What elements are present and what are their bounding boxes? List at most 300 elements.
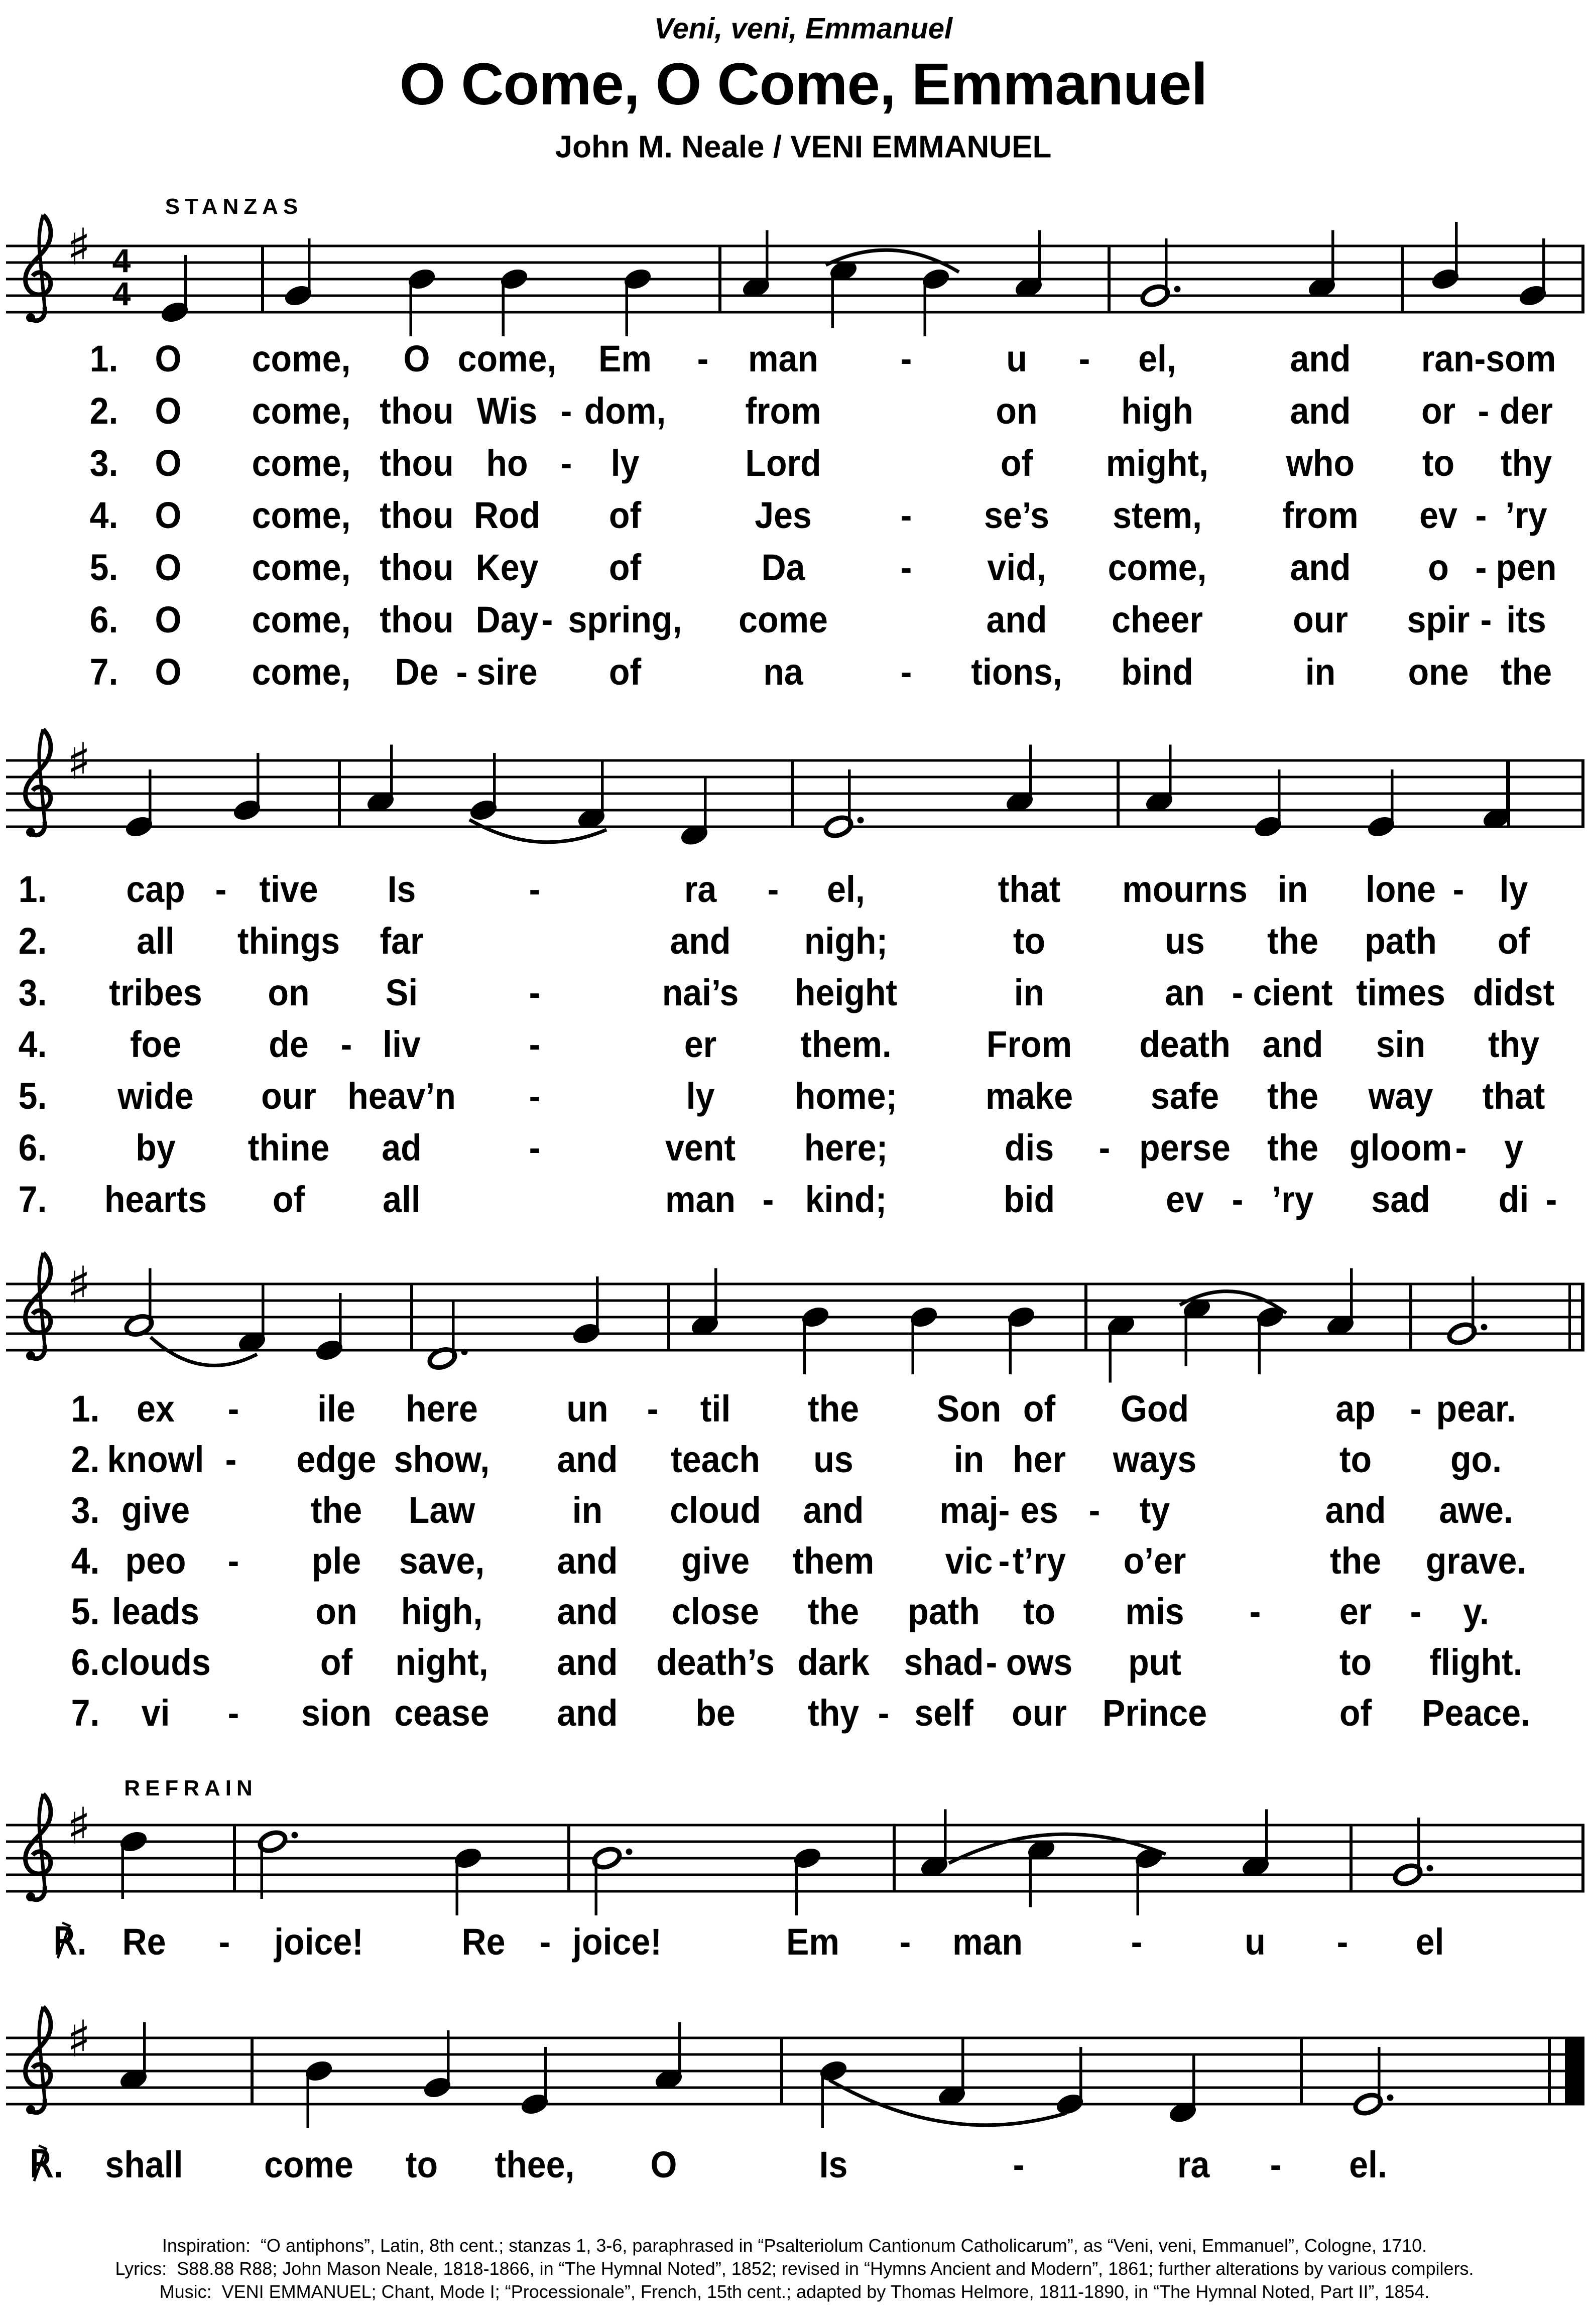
lyric-token: safe [1150, 1075, 1219, 1117]
lyric-token: er [684, 1023, 717, 1066]
lyric-token: ways [1113, 1439, 1197, 1481]
notehead [921, 267, 951, 291]
notehead [1253, 814, 1283, 839]
lyric-token: 3. [89, 442, 118, 484]
notehead [520, 2092, 550, 2116]
lyric-hyphen: - [539, 1921, 551, 1963]
notehead [1482, 806, 1512, 831]
stem [502, 280, 505, 336]
lyric-token: in [1305, 651, 1336, 693]
stem [1331, 230, 1334, 287]
lyric-token: man [665, 1179, 736, 1221]
stanzas-staff-2 [0, 670, 1589, 891]
quarter-note [283, 238, 313, 308]
lyric-token: ap [1335, 1388, 1376, 1430]
stem [1472, 1276, 1475, 1333]
stem [456, 1859, 459, 1915]
lyric-token: thy [807, 1692, 860, 1734]
notehead [592, 1846, 622, 1870]
lyric-token: of [1000, 442, 1033, 484]
treble-clef-icon [26, 1253, 51, 1360]
stem [308, 238, 311, 295]
stem [1417, 1818, 1420, 1874]
stem [390, 745, 393, 801]
lyric-token: Prince [1102, 1692, 1207, 1734]
quarter-note [921, 267, 951, 336]
stem [714, 1268, 717, 1325]
lyric-token: in [572, 1489, 603, 1531]
lyric-hyphen: - [227, 1388, 239, 1430]
notehead [576, 806, 606, 831]
notehead [1005, 790, 1035, 814]
lyric-token: tribes [109, 972, 202, 1014]
stanzas-staff-3 [0, 1194, 1589, 1414]
stem [1455, 222, 1458, 278]
barline [893, 1825, 896, 1891]
lyric-token: the [1267, 1075, 1319, 1117]
lyric-token: give [121, 1489, 190, 1531]
lyric-hyphen: - [697, 338, 709, 380]
lyric-token: and [986, 599, 1047, 641]
lyric-token: o [1428, 547, 1449, 589]
lyric-token: things [237, 920, 340, 962]
lyric-hyphen: - [899, 1921, 911, 1963]
barline [1350, 1825, 1353, 1891]
stem [912, 1318, 915, 1374]
lyric-token: come, [252, 494, 351, 537]
treble-clef-icon [26, 729, 51, 837]
lyric-token: path [1365, 920, 1437, 962]
quarter-note [576, 761, 606, 831]
lyric-token: vi [141, 1692, 170, 1734]
final-barline-thick [1565, 2038, 1584, 2104]
lyric-token: and [557, 1641, 618, 1684]
stem [1165, 238, 1168, 295]
lyric-token: and [557, 1439, 618, 1481]
notehead [792, 1846, 822, 1870]
notehead [232, 798, 262, 822]
lyric-token: 7. [18, 1179, 47, 1221]
lyric-token: Wis [476, 390, 538, 432]
quarter-note [1518, 238, 1548, 308]
lyric-token: ly [686, 1075, 715, 1117]
notehead [258, 1829, 288, 1854]
lyric-token: 6. [89, 599, 118, 641]
lyric-token: de [269, 1023, 309, 1066]
lyric-hyphen: - [227, 1540, 239, 1582]
lyric-token: tions, [971, 651, 1062, 693]
lyric-token: Is [819, 2144, 848, 2186]
stem [184, 255, 187, 311]
lyric-hyphen: - [1078, 338, 1090, 380]
lyric-token: ’ry [1272, 1179, 1314, 1221]
lyric-hyphen: - [1480, 599, 1492, 641]
lyric-token: who [1286, 442, 1355, 484]
lyric-token: sion [301, 1692, 372, 1734]
notehead [1106, 1313, 1136, 1338]
time-signature-numeral: 4 [112, 275, 131, 312]
notehead [427, 1346, 457, 1371]
lyric-token: come, [457, 338, 557, 380]
lyric-token: of [1339, 1692, 1372, 1734]
stem [1169, 745, 1172, 801]
stem [149, 1268, 152, 1325]
lyric-hyphen: - [647, 1388, 659, 1430]
barline [233, 1825, 236, 1891]
notehead [365, 790, 396, 814]
notehead [1325, 1313, 1356, 1338]
barline [718, 246, 721, 312]
lyric-token: ex [137, 1388, 175, 1430]
lyric-token: bid [1003, 1179, 1055, 1221]
lyric-hyphen: - [529, 1127, 541, 1169]
lyric-token: O [155, 599, 182, 641]
barline [1117, 760, 1120, 827]
lyric-hyphen: - [1545, 1179, 1557, 1221]
lyric-token: or [1421, 390, 1456, 432]
lyric-token: Is [387, 868, 416, 911]
notehead [654, 2067, 684, 2092]
lyric-token: to [1422, 442, 1455, 484]
lyric-token: cloud [670, 1489, 761, 1531]
stem [1378, 2047, 1381, 2103]
lyric-token: pen [1496, 547, 1557, 589]
lyric-token: come, [252, 390, 351, 432]
notehead [283, 283, 313, 308]
notehead [1140, 283, 1170, 308]
notehead [314, 1338, 344, 1362]
lyric-token: on [268, 972, 310, 1014]
stem [766, 230, 769, 287]
lyric-token: 2. [89, 390, 118, 432]
lyric-token: our [1293, 599, 1348, 641]
final-barline-thin [1548, 2038, 1551, 2104]
quarter-note [118, 2022, 149, 2092]
footer-music-line: Music: VENI EMMANUEL; Chant, Mode I; “Processionale”, French, 15th cent.; adapted by Thomas Helmore, 1811-1890, in “The Hymnal Noted, Part II”, 1854. [159, 2281, 1430, 2302]
lyric-token: clouds [100, 1641, 211, 1684]
stem [447, 2030, 450, 2087]
lyric-token: the [1267, 1127, 1319, 1169]
quarter-note [909, 1305, 939, 1374]
lyric-token: us [813, 1439, 853, 1481]
lyric-token: of [608, 651, 642, 693]
slur [949, 1834, 1166, 1863]
quarter-note [118, 1829, 149, 1899]
barline [261, 246, 264, 312]
quarter-note [314, 1293, 344, 1363]
quarter-note [1006, 1305, 1036, 1374]
key-signature-sharp-icon: ♯ [66, 217, 91, 277]
lyric-token: to [405, 2144, 438, 2186]
stanzas-section-label: STANZAS [165, 194, 303, 219]
lyric-token: liv [383, 1023, 421, 1066]
lyric-hyphen: - [560, 442, 572, 484]
lyric-token: el, [827, 868, 865, 911]
lyric-token: of [608, 494, 642, 537]
lyric-hyphen: - [1088, 1489, 1101, 1531]
lyric-token: show, [394, 1439, 490, 1481]
quarter-note [520, 2047, 550, 2117]
lyric-token: perse [1139, 1127, 1231, 1169]
lyric-token: Law [408, 1489, 475, 1531]
lyric-token: joice! [274, 1921, 363, 1963]
slur [151, 1337, 257, 1365]
lyric-hyphen: - [767, 868, 779, 911]
augmentation-dot [292, 1832, 298, 1839]
lyric-token: Re [461, 1921, 506, 1963]
stem [821, 2072, 824, 2128]
barline [410, 1284, 413, 1350]
lyric-token: lone [1366, 868, 1436, 911]
lyric-token: the [807, 1591, 860, 1633]
lyric-token: spring, [568, 599, 682, 641]
lyric-token: peo [125, 1540, 186, 1582]
lyric-token: ran-som [1421, 338, 1556, 380]
lyric-token: ra [684, 868, 717, 911]
quarter-note [1005, 745, 1035, 815]
quarter-note [407, 267, 437, 336]
lyric-token: come [264, 2144, 353, 2186]
slur [826, 250, 959, 272]
lyric-token: cient [1253, 972, 1333, 1014]
lyric-token: and [1290, 390, 1351, 432]
notehead [304, 2058, 334, 2083]
lyric-token: y. [1463, 1591, 1489, 1633]
barline [1108, 246, 1111, 312]
lyric-token: O [155, 442, 182, 484]
lyric-token: and [803, 1489, 864, 1531]
lyric-token: and [1325, 1489, 1386, 1531]
quarter-note [937, 2039, 967, 2109]
lyric-token: dark [797, 1641, 870, 1684]
quarter-note [623, 267, 653, 336]
lyric-token: the [310, 1489, 362, 1531]
half-note [427, 1302, 468, 1371]
lyric-token: 2. [71, 1439, 100, 1481]
notehead [468, 798, 499, 822]
lyric-token: self [914, 1692, 973, 1734]
augmentation-dot [1427, 1865, 1433, 1872]
quarter-note [1106, 1313, 1136, 1383]
end-barline [1581, 1825, 1584, 1891]
slur [469, 820, 606, 842]
lyric-token: u [1245, 1921, 1266, 1963]
lyric-token: to [1013, 920, 1046, 962]
lyric-hyphen: - [1475, 494, 1487, 537]
lyric-hyphen: - [998, 1540, 1010, 1582]
stem [121, 1843, 125, 1899]
footer-inspiration-line: Inspiration: “O antiphons”, Latin, 8th cent.; stanzas 1, 3-6, paraphrased in “Psalteriolum Cantionum Catholicarum”, as “Veni, veni, Emmanuel”, Cologne, 1710. [162, 2235, 1427, 2256]
quarter-note [1325, 1268, 1356, 1338]
lyric-token: O [155, 547, 182, 589]
lyric-token: thou [380, 390, 454, 432]
lyric-token: cheer [1112, 599, 1203, 641]
page-title: O Come, O Come, Emmanuel [399, 51, 1207, 117]
stem [149, 769, 152, 826]
lyric-token: them [792, 1540, 875, 1582]
lyric-token: kind; [805, 1179, 887, 1221]
notehead [1447, 1321, 1477, 1346]
lyric-token: the [807, 1388, 860, 1430]
slur [829, 2080, 1066, 2125]
lyric-token: far [380, 920, 424, 962]
quarter-note [1366, 769, 1396, 839]
half-note [124, 1268, 154, 1338]
lyric-hyphen: - [529, 1075, 541, 1117]
lyric-token: di [1498, 1179, 1529, 1221]
stem [262, 1285, 265, 1341]
lyric-token: thy [1500, 442, 1552, 484]
lyric-token: gloom [1349, 1127, 1452, 1169]
lyric-token: here; [804, 1127, 888, 1169]
stem [410, 280, 413, 336]
lyric-token: the [1329, 1540, 1382, 1582]
lyric-token: heav’n [347, 1075, 456, 1117]
notehead [571, 1321, 601, 1346]
double-barline [1568, 1284, 1571, 1350]
stem [1029, 745, 1032, 801]
notehead [160, 300, 190, 324]
quarter-note [571, 1276, 601, 1346]
lyric-token: leads [111, 1591, 200, 1633]
lyric-token: nai’s [662, 972, 739, 1014]
lyric-token: O [155, 494, 182, 537]
stem [1185, 1310, 1188, 1366]
quarter-note [365, 745, 396, 815]
quarter-note [1055, 2047, 1085, 2117]
lyric-token: t’ry [1013, 1540, 1066, 1582]
lyric-token: Son [936, 1388, 1002, 1430]
barline [1084, 1284, 1087, 1350]
quarter-note [1255, 1305, 1285, 1374]
notehead [1430, 267, 1460, 291]
stem [626, 280, 629, 336]
lyric-token: til [700, 1388, 731, 1430]
lyric-token: that [998, 868, 1061, 911]
lyric-token: and [557, 1540, 618, 1582]
quarter-note [422, 2030, 452, 2100]
lyric-token: vent [665, 1127, 736, 1169]
notehead [1006, 1305, 1036, 1329]
lyric-token: and [1290, 547, 1351, 589]
stem [1029, 1851, 1032, 1907]
stem [1542, 238, 1545, 295]
lyric-token: 2. [18, 920, 47, 962]
quarter-note [1430, 222, 1460, 292]
quarter-note [1144, 745, 1174, 815]
lyric-hyphen: - [1475, 547, 1487, 589]
lyric-token: by [136, 1127, 176, 1169]
lyric-token: 1. [18, 868, 47, 911]
lyric-token: 6. [18, 1127, 47, 1169]
lyric-token: home; [794, 1075, 898, 1117]
lyric-token: high, [401, 1591, 483, 1633]
lyric-token: our [261, 1075, 316, 1117]
key-signature-sharp-icon: ♯ [66, 1796, 91, 1856]
lyric-hyphen: - [1013, 2144, 1025, 2186]
lyric-token: Em [598, 338, 652, 380]
notehead [690, 1313, 720, 1338]
notehead [124, 814, 154, 839]
lyric-token: be [695, 1692, 736, 1734]
quarter-note [160, 255, 190, 325]
quarter-note [1253, 769, 1283, 839]
lyric-token: to [1339, 1641, 1372, 1684]
lyric-token: Rod [473, 494, 541, 537]
half-note [1447, 1276, 1488, 1346]
quarter-note [741, 230, 771, 300]
lyric-token: 7. [89, 651, 118, 693]
lyric-token: mourns [1122, 868, 1248, 911]
lyric-token: edge [296, 1439, 377, 1481]
lyric-hyphen: - [1098, 1127, 1111, 1169]
notehead [818, 2058, 848, 2083]
quarter-note [828, 259, 859, 328]
stem [848, 769, 851, 826]
lyric-token: man [952, 1921, 1023, 1963]
lyric-token: 4. [18, 1023, 47, 1066]
lyric-token: of [272, 1179, 305, 1221]
lyric-hyphen: - [1336, 1921, 1349, 1963]
notehead [828, 259, 859, 283]
lyric-token: O [155, 651, 182, 693]
lyric-token: ows [1006, 1641, 1073, 1684]
notehead [623, 267, 653, 291]
barline [1300, 2038, 1303, 2104]
lyric-hyphen: - [900, 547, 912, 589]
lyric-hyphen: - [1131, 1921, 1143, 1963]
half-note [1353, 2047, 1394, 2117]
lyric-token: her [1013, 1439, 1066, 1481]
augmentation-dot [1174, 286, 1181, 293]
quarter-note [1026, 1838, 1056, 1907]
lyric-token: y [1504, 1127, 1523, 1169]
stem [961, 2039, 964, 2095]
barline [791, 760, 794, 827]
stem [257, 753, 260, 809]
quarter-note [1168, 2055, 1198, 2125]
stem [944, 1810, 947, 1866]
lyric-hyphen: - [215, 868, 227, 911]
quarter-note [1482, 761, 1512, 831]
lyric-token: bind [1121, 651, 1193, 693]
lyric-token: es [1020, 1489, 1058, 1531]
lyric-token: vid, [987, 547, 1046, 589]
notehead [1182, 1297, 1212, 1321]
notehead [453, 1846, 483, 1870]
lyric-token: Lord [745, 442, 821, 484]
quarter-note [654, 2022, 684, 2092]
augmentation-dot [1387, 2095, 1394, 2101]
half-note [823, 769, 864, 839]
notehead [1014, 275, 1044, 300]
lyric-token: come, [1108, 547, 1207, 589]
lyric-hyphen: - [340, 1023, 352, 1066]
lyric-token: its [1506, 599, 1546, 641]
lyric-token: height [794, 972, 898, 1014]
quarter-note [690, 1268, 720, 1338]
notehead [1026, 1838, 1056, 1862]
lyric-hyphen: - [900, 494, 912, 537]
half-note [1393, 1818, 1433, 1887]
lyric-token: knowl [107, 1439, 204, 1481]
notehead [1307, 275, 1337, 300]
lyric-token: Re [122, 1921, 166, 1963]
lyric-token: make [985, 1075, 1073, 1117]
lyric-token: night, [395, 1641, 488, 1684]
lyric-token: that [1482, 1075, 1545, 1117]
lyric-token: and [670, 920, 731, 962]
